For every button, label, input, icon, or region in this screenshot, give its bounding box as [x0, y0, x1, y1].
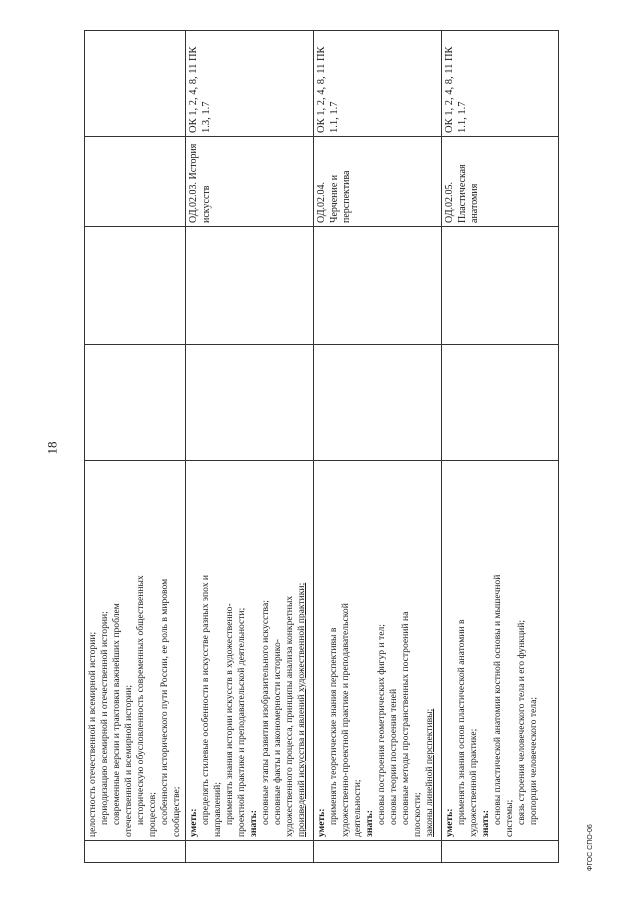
- text-line: применять знания основ пластической анатомии в: [456, 619, 467, 825]
- skills-label: уметь:: [444, 808, 455, 837]
- empty-cell: [442, 345, 559, 461]
- text-line: периодизацию всемирной и отечественной истории;: [99, 611, 110, 825]
- competencies-cell: ОК 1, 2, 4, 8, 11 ПК 1.1, 1.7: [442, 31, 559, 137]
- rotated-table-wrapper: [84, 31, 559, 863]
- text-line: историческую обусловленность современных общественных: [135, 575, 146, 825]
- competency-table: [84, 30, 559, 863]
- empty-cell: [186, 345, 314, 461]
- text-line: современные версии и трактовки важнейших проблем: [111, 603, 122, 825]
- text-line: основы пластической анатомии костной основы и мышечной: [492, 574, 503, 825]
- text-line: проектной практике и преподавательской деятельности;: [236, 607, 247, 837]
- text-line: системы;: [504, 799, 515, 837]
- discipline-code-cell: ОД.02.05. Пластическая анатомия: [442, 137, 559, 227]
- competencies-cell: [85, 31, 186, 137]
- text-line: определять стилевые особенности в искусстве разных эпох и: [200, 574, 211, 825]
- empty-cell: [186, 227, 314, 345]
- discipline-code-cell: ОД.02.03. История искусств: [186, 137, 314, 227]
- text-line: законы линейной перспективы;: [424, 708, 435, 837]
- footer-label: ФГОС СПО-06: [587, 824, 594, 871]
- knowledge-label: знать:: [364, 810, 375, 837]
- text-line: процессов;: [147, 792, 158, 837]
- competencies-cell: ОК 1, 2, 4, 8, 11 ПК 1.3, 1.7: [186, 31, 314, 137]
- text-line: сообществе;: [171, 786, 182, 837]
- index-cell: [186, 841, 314, 863]
- table-row: [314, 31, 442, 863]
- discipline-code-cell: ОД.02.04. Черчение и перспектива: [314, 137, 442, 227]
- text-line: художественной практике;: [468, 728, 479, 837]
- empty-cell: [442, 227, 559, 345]
- text-line: применять теоретические знания перспективы в: [328, 627, 339, 825]
- index-cell: [442, 841, 559, 863]
- empty-cell: [85, 227, 186, 345]
- index-cell: [85, 841, 186, 863]
- text-line: основы построения геометрических фигур и тел;: [376, 624, 387, 825]
- table-row: [442, 31, 559, 863]
- skills-label: уметь:: [188, 808, 199, 837]
- page-number: 18: [44, 441, 60, 455]
- knowledge-label: знать:: [248, 810, 259, 837]
- text-line: связь строения человеческого тела и его функций;: [516, 619, 527, 825]
- text-line: основные факты и закономерности историко-: [272, 639, 283, 825]
- empty-cell: [314, 227, 442, 345]
- empty-cell: [314, 345, 442, 461]
- skills-label: уметь:: [316, 808, 327, 837]
- text-line: плоскости;: [412, 792, 423, 837]
- table-row: [186, 31, 314, 863]
- text-line: применять знания истории искусств в художественно-: [224, 603, 235, 825]
- text-line: основные этапы развития изобразительного искусства;: [260, 600, 271, 825]
- text-line: художественного процесса, принципы анализа конкретных: [284, 595, 295, 837]
- knowledge-cell: [314, 461, 442, 841]
- text-line: основы теории построения теней: [388, 688, 399, 825]
- text-line: деятельности;: [352, 779, 363, 837]
- knowledge-label: знать:: [480, 810, 491, 837]
- text-line: отечественной и всемирной истории;: [123, 684, 134, 837]
- knowledge-cell: [85, 461, 186, 841]
- text-line: художественно-проектной практике и преподавательской: [340, 603, 351, 837]
- text-line: особенности исторического пути России, ее роль в мировом: [159, 578, 170, 825]
- competencies-cell: ОК 1, 2, 4, 8, 11 ПК 1.1, 1.7: [314, 31, 442, 137]
- empty-cell: [85, 345, 186, 461]
- text-line: произведений искусства и явлений художественной практики;: [296, 582, 307, 837]
- knowledge-cell: [186, 461, 314, 841]
- text-line: основные методы пространственных построений на: [400, 611, 411, 825]
- text-line: пропорции человеческого тела;: [528, 696, 539, 825]
- index-cell: [314, 841, 442, 863]
- text-line: направлений;: [212, 782, 223, 837]
- knowledge-cell: [442, 461, 559, 841]
- text-line: целостность отечественной и всемирной истории;: [87, 631, 98, 837]
- table-row: [85, 31, 186, 863]
- discipline-code-cell: [85, 137, 186, 227]
